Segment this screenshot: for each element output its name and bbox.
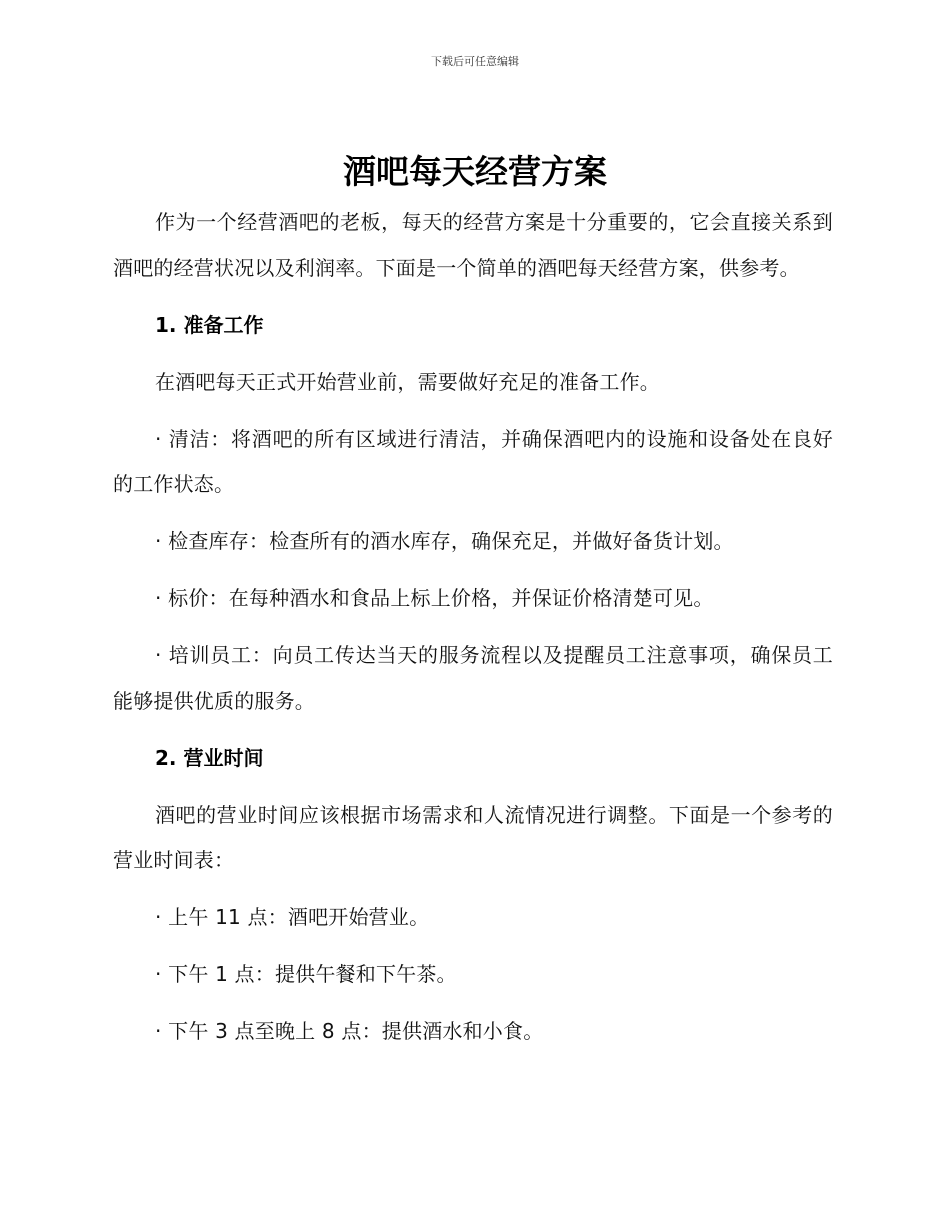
section-lead-preparation: 在酒吧每天正式开始营业前，需要做好充足的准备工作。 — [155, 369, 660, 394]
header-note: 下载后可任意编辑 — [431, 55, 519, 68]
document-body — [113, 200, 833, 1066]
list-item-staff-training: · 培训员工：向员工传达当天的服务流程以及提醒员工注意事项，确保员工能够提供优质的服务。 — [113, 643, 833, 713]
list-item-hours-11am: · 上午 11 点：酒吧开始营业。 — [155, 905, 430, 929]
list-item-hours-3pm-8pm: · 下午 3 点至晚上 8 点：提供酒水和小食。 — [155, 1019, 544, 1043]
list-item-inventory: · 检查库存：检查所有的酒水库存，确保充足，并做好备货计划。 — [155, 529, 734, 553]
document-title: 酒吧每天经营方案 — [343, 152, 607, 191]
section-lead-business-hours: 酒吧的营业时间应该根据市场需求和人流情况进行调整。下面是一个参考的营业时间表： — [113, 802, 833, 872]
list-item-cleaning: · 清洁：将酒吧的所有区域进行清洁，并确保酒吧内的设施和设备处在良好的工作状态。 — [113, 426, 833, 496]
intro-paragraph: 作为一个经营酒吧的老板，每天的经营方案是十分重要的，它会直接关系到酒吧的经营状况以及利润率。下面是一个简单的酒吧每天经营方案，供参考。 — [113, 210, 833, 280]
list-item-hours-1pm: · 下午 1 点：提供午餐和下午茶。 — [155, 962, 457, 986]
section-heading-business-hours: 2. 营业时间 — [155, 745, 264, 770]
section-heading-preparation: 1. 准备工作 — [155, 312, 264, 337]
list-item-pricing: · 标价：在每种酒水和食品上标上价格，并保证价格清楚可见。 — [155, 586, 714, 610]
